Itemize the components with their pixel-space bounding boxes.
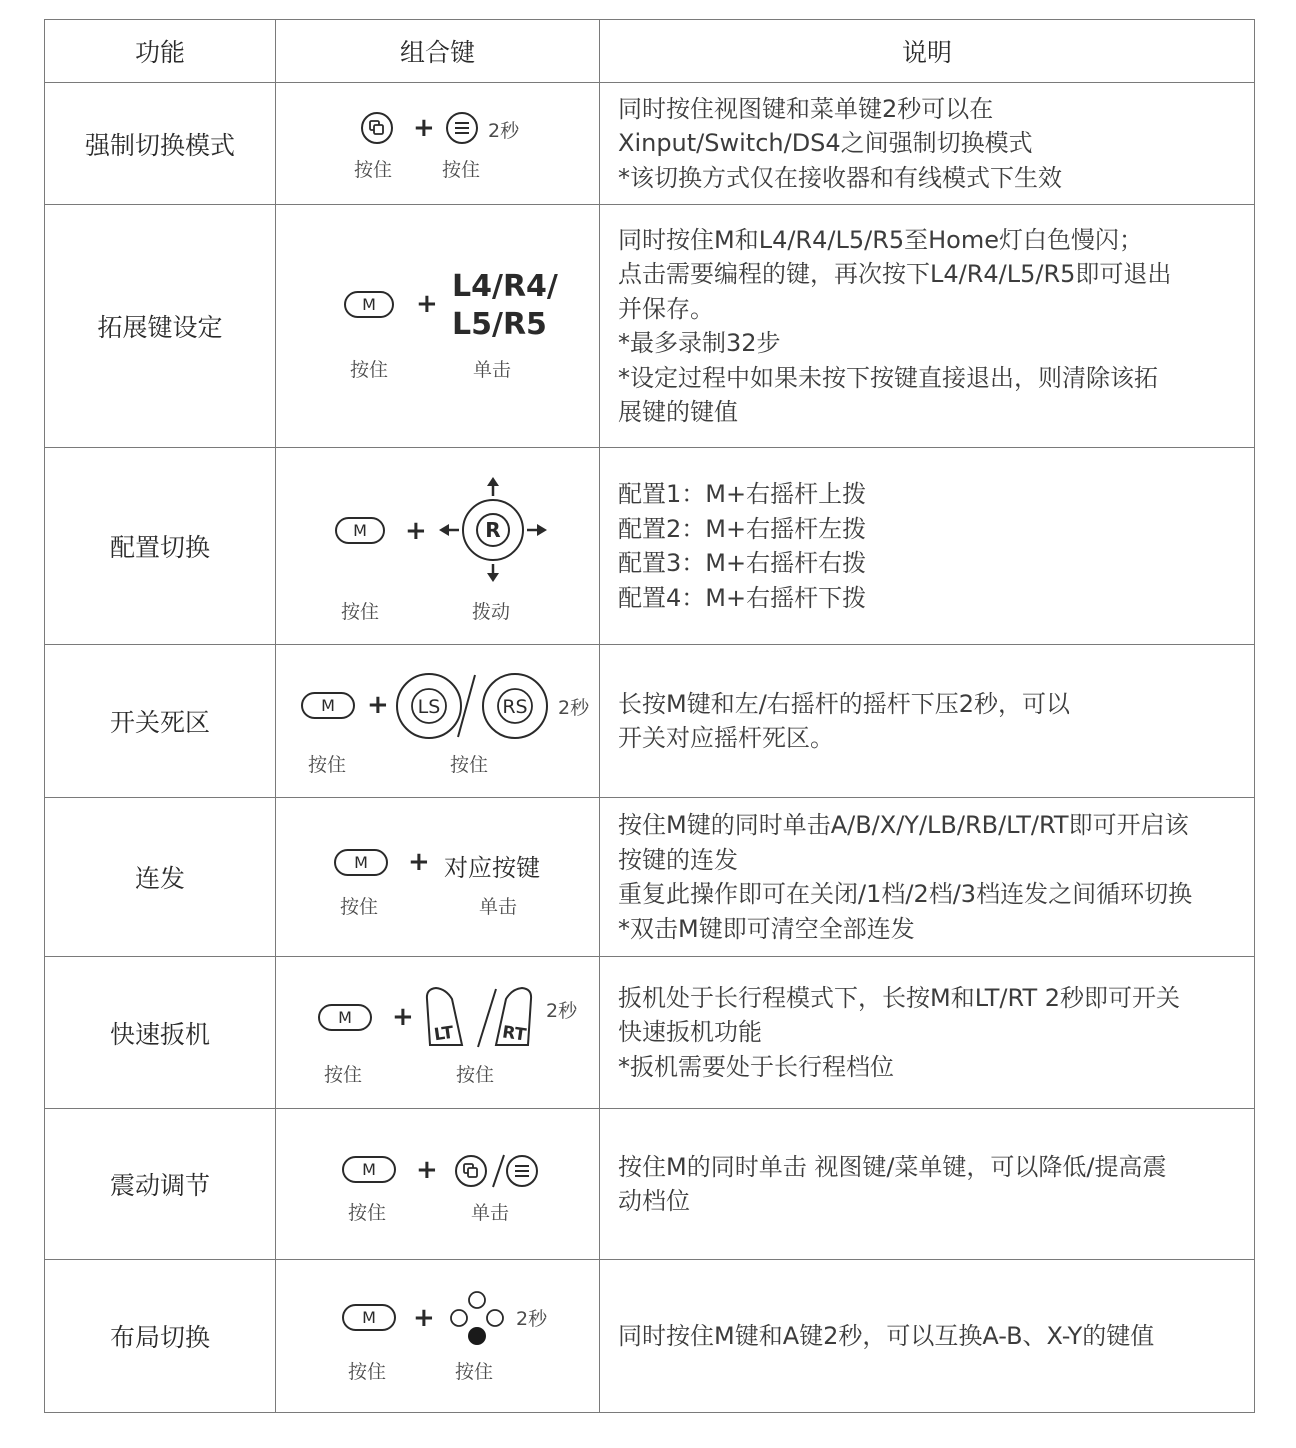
hold-label: 按住 <box>354 159 393 181</box>
desc-cell <box>600 645 1255 798</box>
desc-line: 同时按住M和L4/R4/L5/R5至Home灯白色慢闪； <box>618 225 1144 254</box>
desc-line: 点击需要编程的键，再次按下L4/R4/L5/R5即可退出 <box>618 260 1172 288</box>
func-cell: 配置切换 <box>45 448 276 645</box>
x-button <box>451 1310 467 1326</box>
m-key: M <box>318 1004 372 1031</box>
hold-label: 按住 <box>350 359 389 381</box>
right-stick-directions-icon <box>436 474 550 586</box>
hold-label: 按住 <box>456 1064 495 1086</box>
desc-line: 长按M键和左/右摇杆的摇杆下压2秒，可以 <box>618 689 1071 718</box>
desc-line: 配置4：M+右摇杆下拨 <box>618 583 867 612</box>
hold-label: 按住 <box>341 601 380 623</box>
desc-line: 并保存。 <box>618 294 714 323</box>
desc-line: 动档位 <box>618 1187 690 1215</box>
view-icon <box>360 111 394 145</box>
header-combo: 组合键 <box>276 20 600 83</box>
desc-cell <box>600 83 1255 205</box>
extra-keys-text: L4/R4/ <box>452 269 558 304</box>
desc-cell <box>600 448 1255 645</box>
b-button <box>487 1310 503 1326</box>
func-cell: 拓展键设定 <box>45 205 276 448</box>
func-cell: 连发 <box>45 798 276 957</box>
combo-cell <box>276 205 600 448</box>
desc-line: 展键的键值 <box>618 398 738 426</box>
view-menu-icons <box>454 1153 540 1189</box>
desc-cell <box>600 1260 1255 1413</box>
combo-cell <box>276 1260 600 1413</box>
desc-line: 同时按住M键和A键2秒，可以互换A-B、X-Y的键值 <box>618 1321 1155 1350</box>
header-func: 功能 <box>45 20 276 83</box>
flick-label: 拨动 <box>472 601 511 623</box>
rt-label: RT <box>500 1022 528 1046</box>
func-cell: 布局切换 <box>45 1260 276 1413</box>
duration-label: 2秒 <box>546 1000 578 1022</box>
table-row <box>45 1109 1255 1260</box>
combo-cell <box>276 645 600 798</box>
desc-line: *设定过程中如果未按下按键直接退出，则清除该拓 <box>618 363 1158 392</box>
y-button <box>469 1292 485 1308</box>
m-key: M <box>334 849 388 876</box>
plus-sign: + <box>413 1303 435 1333</box>
desc-line: 配置2：M+右摇杆左拨 <box>618 514 867 543</box>
desc-line: *最多录制32步 <box>618 329 781 357</box>
extra-keys-text: L5/R5 <box>452 307 547 342</box>
desc-line: 按住M键的同时单击A/B/X/Y/LB/RB/LT/RT即可开启该 <box>618 811 1189 839</box>
combo-cell <box>276 957 600 1109</box>
hold-label: 按住 <box>450 754 489 776</box>
table-row <box>45 83 1255 205</box>
a-button <box>468 1327 486 1345</box>
desc-line: *扳机需要处于长行程档位 <box>618 1052 894 1081</box>
stick-press-icon <box>395 671 555 741</box>
desc-line: *双击M键即可清空全部连发 <box>618 914 915 943</box>
trigger-icons <box>424 985 540 1051</box>
hold-label: 按住 <box>340 896 379 918</box>
desc-line: 扳机处于长行程模式下，长按M和LT/RT 2秒即可开关 <box>618 983 1181 1012</box>
plus-sign: + <box>367 690 389 720</box>
plus-sign: + <box>416 1155 438 1185</box>
plus-sign: + <box>392 1002 414 1032</box>
m-key: M <box>344 291 394 318</box>
duration-label: 2秒 <box>516 1308 548 1330</box>
desc-line: 开关对应摇杆死区。 <box>618 724 834 752</box>
function-table <box>44 19 1255 1413</box>
table-row <box>45 1260 1255 1413</box>
table-row <box>45 645 1255 798</box>
func-cell: 快速扳机 <box>45 957 276 1109</box>
duration-label: 2秒 <box>558 697 590 719</box>
plus-sign: + <box>413 113 435 143</box>
desc-line: 按键的连发 <box>618 845 738 874</box>
desc-line: *该切换方式仅在接收器和有线模式下生效 <box>618 163 1062 192</box>
desc-cell <box>600 1109 1255 1260</box>
m-key: M <box>342 1156 396 1183</box>
table-row <box>45 448 1255 645</box>
combo-cell <box>276 448 600 645</box>
func-cell: 强制切换模式 <box>45 83 276 205</box>
desc-cell <box>600 957 1255 1109</box>
hold-label: 按住 <box>348 1202 387 1224</box>
rs-label: RS <box>502 696 528 718</box>
combo-cell <box>276 798 600 957</box>
ls-label: LS <box>417 696 441 718</box>
click-label: 单击 <box>471 1202 510 1224</box>
desc-line: 重复此操作即可在关闭/1档/2档/3档连发之间循环切换 <box>618 880 1193 908</box>
click-label: 单击 <box>479 896 518 918</box>
plus-sign: + <box>416 289 438 319</box>
plus-sign: + <box>408 847 430 877</box>
m-key: M <box>301 692 355 719</box>
hold-label: 按住 <box>308 754 347 776</box>
desc-line: Xinput/Switch/DS4之间强制切换模式 <box>618 129 1033 158</box>
duration-label: 2秒 <box>488 120 520 142</box>
header-desc: 说明 <box>600 20 1255 83</box>
hold-label: 按住 <box>348 1361 387 1383</box>
stick-letter: R <box>485 518 501 542</box>
hold-label: 按住 <box>324 1064 363 1086</box>
face-buttons-icon <box>448 1290 506 1346</box>
desc-line: 按住M的同时单击 视图键/菜单键，可以降低/提高震 <box>618 1152 1167 1181</box>
hold-label: 按住 <box>442 159 481 181</box>
desc-cell <box>600 798 1255 957</box>
desc-cell <box>600 205 1255 448</box>
plus-sign: + <box>405 516 427 546</box>
click-label: 单击 <box>473 359 512 381</box>
lt-label: LT <box>432 1022 455 1046</box>
table-header <box>45 20 1255 83</box>
desc-line: 配置1：M+右摇杆上拨 <box>618 480 867 508</box>
func-cell: 开关死区 <box>45 645 276 798</box>
hold-label: 按住 <box>455 1361 494 1383</box>
combo-cell <box>276 1109 600 1260</box>
desc-line: 同时按住视图键和菜单键2秒可以在 <box>618 94 994 123</box>
desc-line: 配置3：M+右摇杆右拨 <box>618 549 867 577</box>
m-key: M <box>335 517 385 544</box>
table-row <box>45 798 1255 957</box>
table-row <box>45 205 1255 448</box>
func-cell: 震动调节 <box>45 1109 276 1260</box>
corresponding-key-text: 对应按键 <box>444 854 540 882</box>
desc-line: 快速扳机功能 <box>618 1018 762 1047</box>
menu-icon <box>445 111 479 145</box>
combo-cell <box>276 83 600 205</box>
m-key: M <box>342 1304 396 1331</box>
table-row <box>45 957 1255 1109</box>
